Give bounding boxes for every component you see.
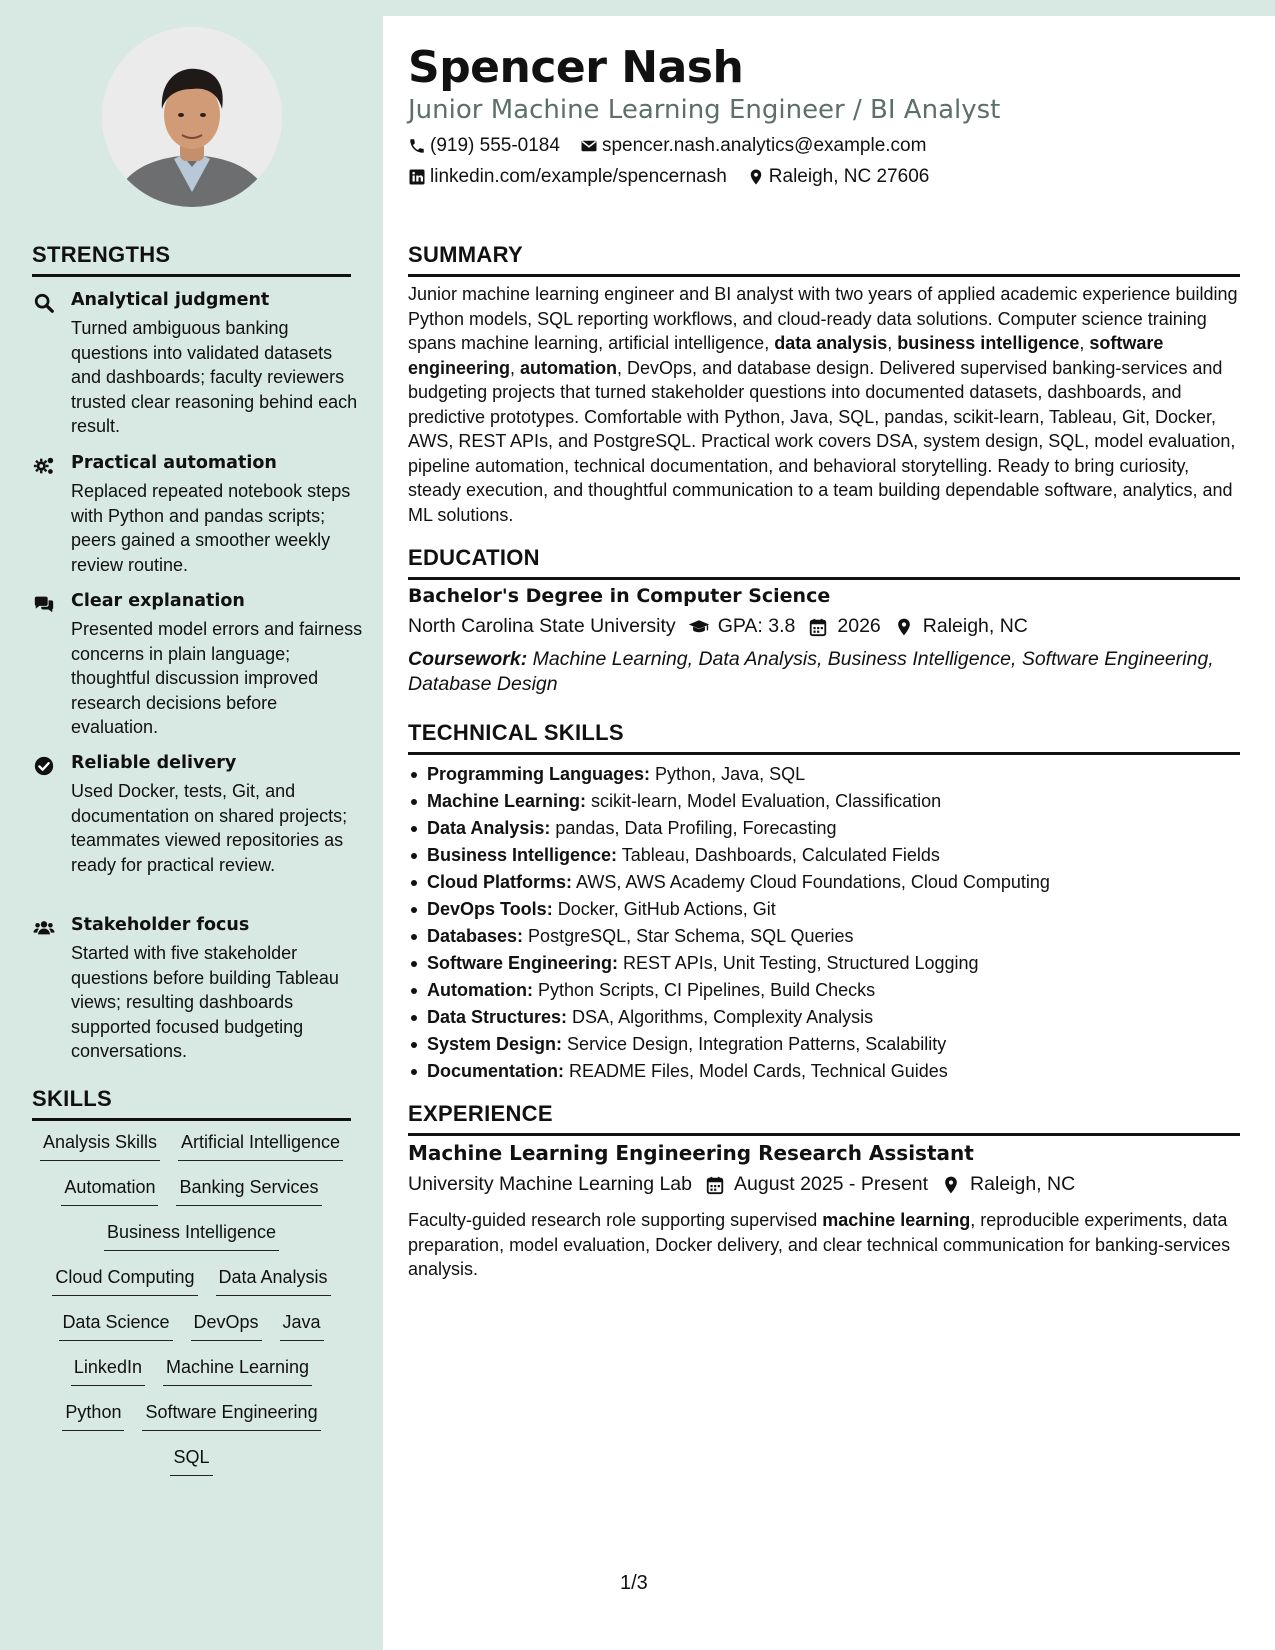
strength-body: Replaced repeated notebook steps with Python and pandas scripts; peers gained a smoother weekly review routine. <box>71 481 351 575</box>
list-item <box>408 788 1242 815</box>
skill-row <box>32 1402 351 1447</box>
profile-photo <box>102 27 282 207</box>
summary-keyword: business intelligence <box>897 333 1080 353</box>
skill-tag: SQL <box>170 1447 212 1476</box>
summary-segment: , <box>887 333 898 353</box>
calendar-icon <box>807 617 829 637</box>
skill-values: README Files, Model Cards, Technical Guides <box>564 1061 948 1081</box>
map-marker-icon <box>747 168 765 186</box>
strength-title: Stakeholder focus <box>71 915 250 935</box>
coursework-list: Machine Learning, Data Analysis, Business Intelligence, Software Engineering, Database Design <box>408 648 1214 695</box>
phone-icon <box>408 137 426 155</box>
strength-body: Started with five stakeholder questions before building Tableau views; resulting dashboards supported focused budgeting conversations. <box>71 943 339 1061</box>
skill-values: AWS, AWS Academy Cloud Foundations, Cloud Computing <box>572 872 1050 892</box>
list-item <box>408 842 1242 869</box>
skill-tag: Automation <box>61 1177 158 1206</box>
school-name: North Carolina State University <box>408 615 676 637</box>
skill-category: Databases: <box>427 926 524 946</box>
technical-skills-heading: TECHNICAL SKILLS <box>408 720 1240 755</box>
technical-skills-list <box>408 761 1242 1085</box>
skills-cloud <box>32 1132 351 1492</box>
skill-tag: Python <box>62 1402 124 1431</box>
list-item <box>408 1004 1242 1031</box>
skill-values: Python Scripts, CI Pipelines, Build Checks <box>532 980 876 1000</box>
employer-name: University Machine Learning Lab <box>408 1173 692 1195</box>
coursework <box>408 647 1242 696</box>
job-title: Machine Learning Engineering Research Assistant <box>408 1141 974 1165</box>
skill-values: REST APIs, Unit Testing, Structured Logging <box>618 953 979 973</box>
skill-category: Machine Learning: <box>427 791 587 811</box>
job-desc-keyword: machine learning <box>822 1210 971 1230</box>
contact-row-2 <box>408 166 929 188</box>
location: Raleigh, NC 27606 <box>768 166 930 187</box>
summary-segment: , DevOps, and database design. Delivered supervised banking-services and budgeting projects that turned stakeholder questions into documented datasets, dashboards, and predictive prototypes. Comfortable with Python, Java, SQL, pandas, scikit-learn, Tableau, Git, Docker, AWS, REST APIs, and PostgreSQL. Practical work covers DSA, system design, SQL, model evaluation, pipeline automation, technical documentation, and behavioral storytelling. Ready to bring curiosity, steady execution, and thoughtful communication to a team building dependable software, analytics, and ML solutions. <box>408 357 1236 525</box>
contact-row-1 <box>408 135 926 157</box>
comments-icon <box>32 593 56 615</box>
gpa: GPA: 3.8 <box>717 615 796 637</box>
skill-values: DSA, Algorithms, Complexity Analysis <box>567 1007 874 1027</box>
list-item <box>408 761 1242 788</box>
skill-category: Documentation: <box>427 1061 564 1081</box>
job-location: Raleigh, NC <box>970 1173 1076 1195</box>
skill-row <box>32 1312 351 1357</box>
list-item <box>408 923 1242 950</box>
skill-category: Data Analysis: <box>427 818 551 838</box>
experience-heading: EXPERIENCE <box>408 1101 1240 1136</box>
users-icon <box>32 917 56 939</box>
list-item <box>408 1058 1242 1085</box>
skill-row <box>32 1357 351 1402</box>
job-description <box>408 1208 1242 1282</box>
map-marker-icon <box>893 617 915 637</box>
job-desc-segment: , reproducible experiments, data preparation, model evaluation, Docker delivery, and clear technical communication for banking-services analysis. <box>408 1210 1231 1279</box>
skill-category: Data Structures: <box>427 1007 568 1027</box>
education-meta <box>408 615 1028 638</box>
skill-tag: Java <box>280 1312 324 1341</box>
skill-tag: DevOps <box>191 1312 262 1341</box>
list-item <box>408 1031 1242 1058</box>
skill-values: scikit-learn, Model Evaluation, Classification <box>586 791 942 811</box>
email-address[interactable]: spencer.nash.analytics@example.com <box>601 135 927 156</box>
skill-tag: Data Science <box>59 1312 172 1341</box>
skill-tag: Data Analysis <box>216 1267 331 1296</box>
strength-body: Turned ambiguous banking questions into validated datasets and dashboards; faculty reviewers trusted clear reasoning behind each result. <box>71 318 358 436</box>
summary-segment: , <box>1079 333 1090 353</box>
skill-values: Python, Java, SQL <box>650 764 806 784</box>
skill-category: Programming Languages: <box>427 764 651 784</box>
summary-text <box>408 282 1242 527</box>
strength-body: Presented model errors and fairness concerns in plain language; thoughtful discussion improved research decisions before evaluation. <box>71 619 363 737</box>
skill-row <box>32 1267 351 1312</box>
skill-category: Cloud Platforms: <box>427 872 573 892</box>
list-item <box>408 950 1242 977</box>
candidate-name: Spencer Nash <box>408 42 744 93</box>
education-heading: EDUCATION <box>408 545 1240 580</box>
skill-category: Automation: <box>427 980 533 1000</box>
strengths-heading: STRENGTHS <box>32 242 351 277</box>
employment-dates: August 2025 - Present <box>734 1173 929 1195</box>
skill-category: System Design: <box>427 1034 563 1054</box>
skill-tag: Business Intelligence <box>104 1222 279 1251</box>
list-item <box>408 869 1242 896</box>
top-band <box>383 0 1275 16</box>
skill-row <box>32 1132 351 1177</box>
list-item <box>408 815 1242 842</box>
search-icon <box>32 292 56 314</box>
skill-tag: Software Engineering <box>142 1402 320 1431</box>
map-marker-icon <box>940 1175 962 1195</box>
profile-photo-illustration <box>102 27 282 207</box>
skill-row <box>32 1177 351 1222</box>
skill-tag: Banking Services <box>176 1177 321 1206</box>
job-desc-segment: Faculty-guided research role supporting supervised <box>408 1210 823 1230</box>
strength-title: Clear explanation <box>71 591 245 611</box>
summary-keyword: software engineering <box>408 333 1164 378</box>
gears-icon <box>32 455 56 477</box>
skill-tag: Analysis Skills <box>40 1132 160 1161</box>
summary-heading: SUMMARY <box>408 242 1240 277</box>
graduation-cap-icon <box>688 617 710 637</box>
summary-segment: , <box>510 357 521 378</box>
skill-row <box>32 1447 351 1492</box>
calendar-icon <box>704 1175 726 1195</box>
skill-tag: Cloud Computing <box>52 1267 197 1296</box>
candidate-headline: Junior Machine Learning Engineer / BI Analyst <box>408 95 1001 125</box>
summary-keyword: data analysis <box>774 333 888 353</box>
skill-tag: Artificial Intelligence <box>178 1132 343 1161</box>
phone-number[interactable]: (919) 555-0184 <box>430 135 560 156</box>
skill-values: Service Design, Integration Patterns, Scalability <box>562 1034 947 1054</box>
school-location: Raleigh, NC <box>922 615 1028 637</box>
experience-meta <box>408 1173 1075 1196</box>
strength-title: Practical automation <box>71 453 277 473</box>
skill-tag: Machine Learning <box>163 1357 312 1386</box>
skills-heading: SKILLS <box>32 1086 351 1121</box>
linkedin-link[interactable]: linkedin.com/example/spencernash <box>430 166 727 187</box>
skill-values: Tableau, Dashboards, Calculated Fields <box>617 845 940 865</box>
list-item <box>408 896 1242 923</box>
skill-category: DevOps Tools: <box>427 899 553 919</box>
coursework-label: Coursework: <box>408 648 528 670</box>
summary-segment: Junior machine learning engineer and BI analyst with two years of applied academic experience building Python models, SQL reporting workflows, and cloud-ready data solutions. Computer science training spans machine learning, artificial intelligence, <box>408 284 1238 353</box>
list-item <box>408 977 1242 1004</box>
page-number: 1/3 <box>620 1572 648 1594</box>
skill-values: Docker, GitHub Actions, Git <box>552 899 776 919</box>
strength-title: Reliable delivery <box>71 753 237 773</box>
skill-category: Business Intelligence: <box>427 845 618 865</box>
linkedin-icon <box>408 168 426 186</box>
skill-category: Software Engineering: <box>427 953 619 973</box>
envelope-icon <box>580 137 598 155</box>
strength-body: Used Docker, tests, Git, and documentation on shared projects; teammates viewed repositories as ready for practical review. <box>71 781 348 875</box>
check-circle-icon <box>32 755 56 777</box>
summary-keyword: automation <box>520 357 618 378</box>
skill-tag: LinkedIn <box>71 1357 145 1386</box>
skill-values: PostgreSQL, Star Schema, SQL Queries <box>523 926 854 946</box>
degree-title: Bachelor's Degree in Computer Science <box>408 585 831 607</box>
strength-title: Analytical judgment <box>71 290 270 310</box>
graduation-year: 2026 <box>837 615 881 637</box>
skill-row <box>32 1222 351 1267</box>
skill-values: pandas, Data Profiling, Forecasting <box>550 818 837 838</box>
